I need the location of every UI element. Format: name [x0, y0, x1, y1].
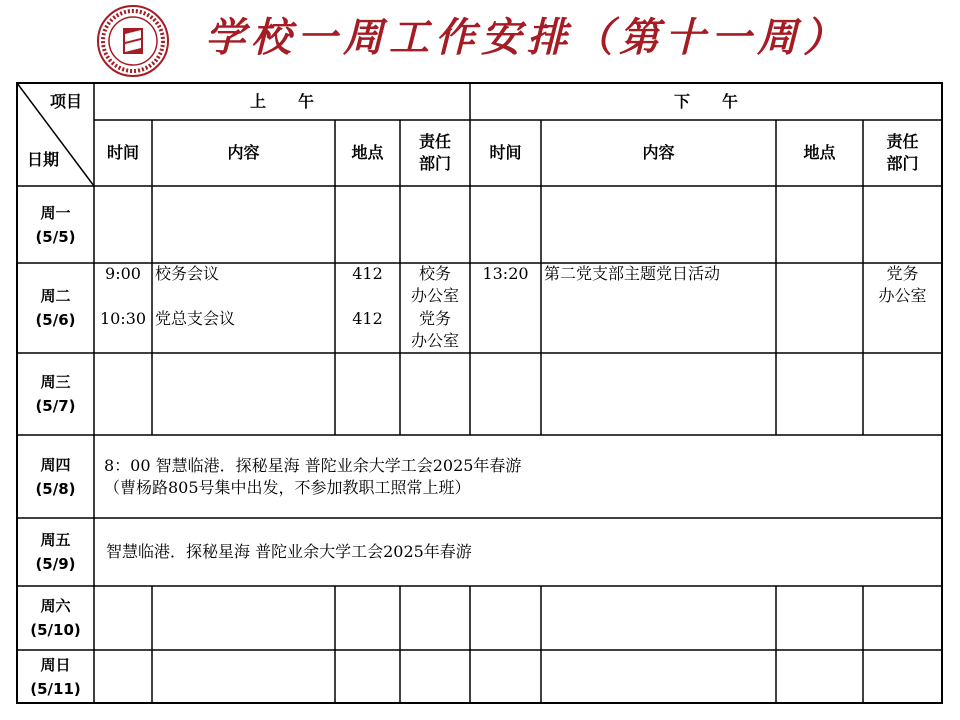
day-date: (5/10) [30, 621, 81, 639]
tue-am-2-dept [400, 308, 470, 352]
day-date: (5/6) [35, 311, 76, 329]
day-date: (5/7) [35, 397, 76, 415]
tue-am-2-content: 党总支会议 [155, 309, 236, 328]
day-name: 周四 [40, 455, 71, 474]
tue-pm-place [776, 263, 863, 285]
tue-pm-time: 13:20 [482, 264, 529, 283]
day-date: (5/11) [30, 679, 81, 698]
day-sunday [17, 650, 94, 703]
day-date: (5/5) [35, 227, 76, 246]
am-dept-header-line1: 责任 [418, 132, 451, 151]
thu-line-1: 8：00 智慧临港．探秘星海 普陀业余大学工会2025年春游 [104, 455, 522, 475]
tue-am-1-content: 校务会议 [155, 264, 220, 283]
day-monday [17, 186, 94, 263]
day-name: 周五 [40, 531, 71, 549]
am-dept-header [400, 120, 470, 186]
day-friday [17, 518, 94, 586]
tue-am-2-dept-line1: 党务 [418, 309, 451, 328]
day-name: 周三 [40, 373, 71, 391]
thu-line-2: （曹杨路805号集中出发，不参加教职工照常上班） [104, 477, 471, 497]
tue-pm-content: 第二党支部主题党日活动 [544, 264, 721, 283]
day-name: 周一 [40, 203, 71, 222]
day-name: 周六 [40, 597, 71, 615]
tue-am-2-place: 412 [352, 309, 383, 328]
pm-dept-header-line1: 责任 [886, 132, 919, 151]
day-date: (5/8) [35, 479, 76, 498]
pm-dept-header [863, 120, 942, 186]
tue-am-1-dept-line1: 校务 [418, 264, 451, 283]
day-name: 周日 [40, 655, 71, 674]
pm-header: 下 午 [673, 92, 738, 111]
schedule-table [16, 82, 943, 704]
pm-time-header: 时间 [489, 143, 522, 162]
am-content-header: 内容 [227, 143, 260, 162]
pm-dept-header-line2: 部门 [886, 154, 919, 173]
am-dept-header-line2: 部门 [418, 154, 451, 173]
am-time-header: 时间 [106, 143, 139, 162]
day-thursday [17, 435, 94, 518]
pm-content-header: 内容 [642, 143, 675, 162]
page-header [0, 0, 960, 72]
tue-pm-dept-line2: 办公室 [878, 286, 927, 305]
corner-date-label: 日期 [26, 150, 59, 169]
tue-am-1-time: 9:00 [105, 264, 141, 283]
tue-am-1-place: 412 [352, 264, 383, 283]
thu-merged-cell [104, 435, 934, 518]
day-date: (5/9) [35, 555, 76, 573]
pm-place-header: 地点 [803, 143, 836, 162]
tue-pm-dept [863, 263, 942, 307]
day-wednesday [17, 353, 94, 435]
tue-pm-dept-line1: 党务 [886, 264, 919, 283]
am-header: 上 午 [249, 92, 314, 111]
day-name: 周二 [40, 287, 71, 305]
corner-item-label: 项目 [49, 92, 82, 111]
school-logo-icon [96, 4, 170, 78]
fri-merged-cell: 智慧临港．探秘星海 普陀业余大学工会2025年春游 [106, 542, 472, 561]
tue-am-2-dept-line2: 办公室 [410, 331, 459, 350]
day-saturday [17, 586, 94, 650]
day-tuesday [17, 263, 94, 353]
am-place-header: 地点 [351, 143, 384, 162]
tue-am-1-dept [400, 263, 470, 307]
tue-am-1-dept-line2: 办公室 [410, 286, 459, 305]
page-title: 学校一周工作安排（第十一周） [205, 14, 849, 61]
tue-am-2-time: 10:30 [99, 309, 147, 328]
